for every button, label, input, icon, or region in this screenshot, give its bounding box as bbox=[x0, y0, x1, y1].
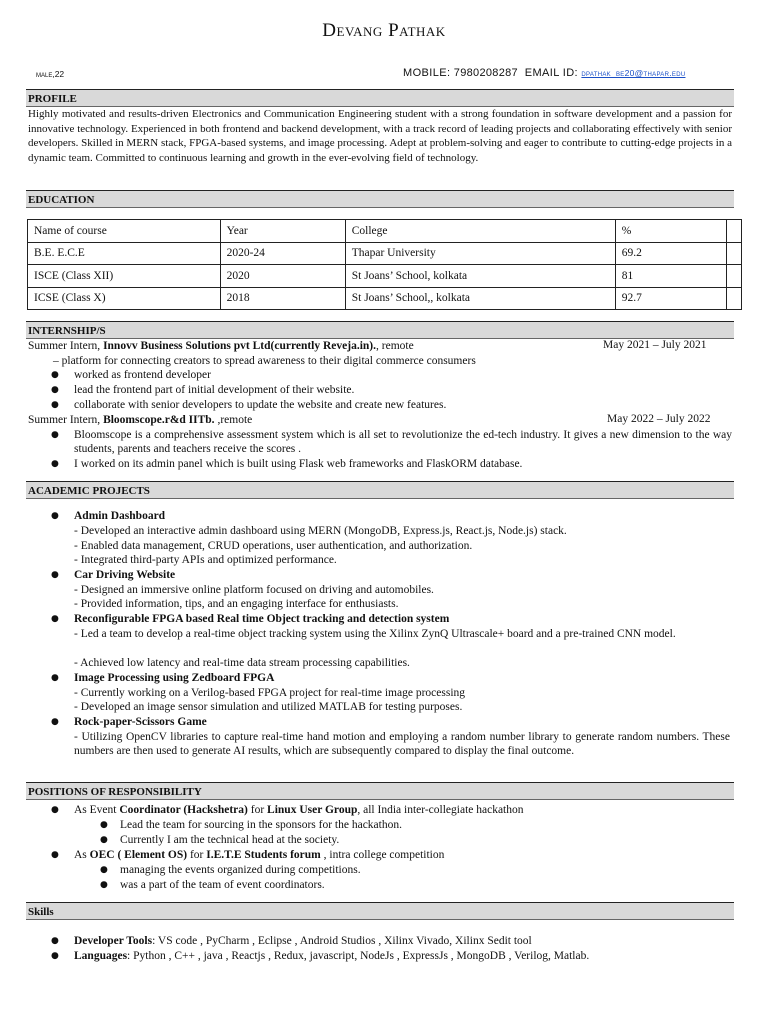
table-cell bbox=[726, 265, 741, 288]
list-item: lead the frontend part of initial development of their website. bbox=[74, 384, 355, 396]
project-detail: - Achieved low latency and real-time data stream processing capabilities. bbox=[74, 657, 410, 669]
project-detail: - Integrated third-party APIs and optimized performance. bbox=[74, 554, 337, 566]
bullet-icon: ● bbox=[51, 370, 59, 380]
bullet-icon: ● bbox=[51, 951, 59, 961]
table-cell: Thapar University bbox=[345, 242, 615, 265]
positions-heading: POSITIONS OF RESPONSIBILITY bbox=[26, 782, 734, 800]
skill-item: Languages: Python , C++ , java , Reactjs , Redux, javascript, NodeJs , ExpressJs , MongoDB , Verilog, Matlab. bbox=[74, 950, 590, 962]
project-detail: - Provided information, tips, and an engaging interface for enthusiasts. bbox=[74, 598, 399, 610]
table-cell bbox=[726, 242, 741, 265]
project-detail: - Designed an immersive online platform focused on driving and automobiles. bbox=[74, 584, 434, 596]
profile-heading: PROFILE bbox=[26, 89, 734, 107]
project-title: Car Driving Website bbox=[74, 569, 176, 581]
bullet-icon: ● bbox=[51, 385, 59, 395]
project-detail: - Led a team to develop a real-time object tracking system using the Xilinx ZynQ Ultrascale+ board and a pre-trained CNN model. bbox=[74, 628, 676, 640]
table-cell: St Joans’ School, kolkata bbox=[345, 265, 615, 288]
skill-item: Developer Tools: VS code , PyCharm , Eclipse , Android Studios , Xilinx Vivado, Xilinx Sedit tool bbox=[74, 935, 532, 947]
list-item: I worked on its admin panel which is built using Flask web frameworks and FlaskORM database. bbox=[74, 458, 523, 470]
column-header: Name of course bbox=[28, 220, 221, 243]
project-title: Reconfigurable FPGA based Real time Object tracking and detection system bbox=[74, 613, 450, 625]
column-header: Year bbox=[220, 220, 345, 243]
table-cell bbox=[726, 220, 741, 243]
education-heading: EDUCATION bbox=[26, 190, 734, 208]
email-label: EMAIL ID: bbox=[524, 67, 579, 79]
table-cell: 69.2 bbox=[615, 242, 726, 265]
table-row bbox=[28, 287, 742, 310]
table-cell: 2018 bbox=[220, 287, 345, 310]
table-cell: 81 bbox=[615, 265, 726, 288]
mobile-number: 7980208287 bbox=[453, 67, 518, 79]
internship-2-dates: May 2022 – July 2022 bbox=[607, 413, 711, 425]
internship-heading: INTERNSHIP/S bbox=[26, 321, 734, 339]
internship-1-dates: May 2021 – July 2021 bbox=[603, 339, 707, 351]
project-title: Rock-paper-Scissors Game bbox=[74, 716, 207, 728]
gender-age: male,22 bbox=[36, 69, 65, 79]
candidate-name: Devang Pathak bbox=[322, 20, 446, 41]
project-detail: - Enabled data management, CRUD operations, user authentication, and authorization. bbox=[74, 540, 473, 552]
projects-heading: ACADEMIC PROJECTS bbox=[26, 481, 734, 499]
list-item: Lead the team for sourcing in the sponsors for the hackathon. bbox=[120, 819, 402, 831]
bullet-icon: ● bbox=[51, 400, 59, 410]
bullet-icon: ● bbox=[51, 805, 59, 815]
skills-heading: Skills bbox=[26, 902, 734, 920]
bullet-icon: ● bbox=[51, 570, 59, 580]
bullet-icon: ● bbox=[51, 850, 59, 860]
position-item: As OEC ( Element OS) for I.E.T.E Students forum , intra college competition bbox=[74, 849, 445, 861]
table-cell: St Joans’ School,, kolkata bbox=[345, 287, 615, 310]
table-cell: ISCE (Class XII) bbox=[28, 265, 221, 288]
bullet-icon: ● bbox=[100, 820, 108, 830]
bullet-icon: ● bbox=[100, 880, 108, 890]
project-detail: - Developed an interactive admin dashboard using MERN (MongoDB, Express.js, React.js, Node.js) stack. bbox=[74, 525, 567, 537]
internship-2-title: Summer Intern, Bloomscope.r&d IITb. ,remote bbox=[28, 414, 253, 426]
list-item: worked as frontend developer bbox=[74, 369, 211, 381]
list-item: Bloomscope is a comprehensive assessment system which is all set to revolutionize the ed-tech industry. It gives a new dimension to the way students, parents and teachers receive the scores . bbox=[74, 429, 732, 455]
bullet-icon: ● bbox=[51, 459, 59, 469]
project-detail: - Currently working on a Verilog-based FPGA project for real-time image processing bbox=[74, 687, 466, 699]
project-title: Admin Dashboard bbox=[74, 510, 166, 522]
internship-1-desc: – platform for connecting creators to spread awareness to their digital commerce consumers bbox=[53, 355, 476, 367]
list-item: collaborate with senior developers to update the website and create new features. bbox=[74, 399, 447, 411]
position-item: As Event Coordinator (Hackshetra) for Linux User Group, all India inter-collegiate hackathon bbox=[74, 804, 524, 816]
bullet-icon: ● bbox=[100, 835, 108, 845]
table-cell: 2020-24 bbox=[220, 242, 345, 265]
list-item: managing the events organized during competitions. bbox=[120, 864, 361, 876]
table-cell bbox=[726, 287, 741, 310]
bullet-icon: ● bbox=[51, 717, 59, 727]
mobile-label: MOBILE: bbox=[403, 67, 451, 79]
table-row bbox=[28, 242, 742, 265]
project-detail: - Developed an image sensor simulation and utilized MATLAB for testing purposes. bbox=[74, 701, 463, 713]
table-cell: 2020 bbox=[220, 265, 345, 288]
bullet-icon: ● bbox=[51, 511, 59, 521]
profile-text: Highly motivated and results-driven Electronics and Communication Engineering student with a strong foundation in software development and a passion for innovative technology. Experienced in both frontend and backend development, with a track record of leading projects and collaborating effectively with senior developers. Skilled in MERN stack, FPGA-based systems, and image processing. Adept at problem-solving and eager to contribute to cutting-edge projects in a dynamic team. Committed to continuous learning and growth in the ever-evolving field of technology. bbox=[28, 108, 732, 164]
project-detail: - Utilizing OpenCV libraries to capture real-time hand motion and employing a random number library to generate random numbers. These numbers are then used to generate AI results, which are subsequently compared to display the final outcome. bbox=[74, 731, 730, 757]
internship-1-title: Summer Intern, Innovv Business Solutions pvt Ltd(currently Reveja.in)., remote bbox=[28, 340, 414, 352]
education-table bbox=[27, 219, 742, 310]
column-header: College bbox=[345, 220, 615, 243]
list-item: Currently I am the technical head at the society. bbox=[120, 834, 340, 846]
table-row bbox=[28, 265, 742, 288]
bullet-icon: ● bbox=[51, 430, 59, 440]
bullet-icon: ● bbox=[100, 865, 108, 875]
table-cell: ICSE (Class X) bbox=[28, 287, 221, 310]
column-header: % bbox=[615, 220, 726, 243]
bullet-icon: ● bbox=[51, 614, 59, 624]
table-cell: 92.7 bbox=[615, 287, 726, 310]
table-cell: B.E. E.C.E bbox=[28, 242, 221, 265]
contact-line bbox=[403, 67, 685, 79]
email-link[interactable]: dpathak_be20@thapar.edu bbox=[581, 68, 686, 78]
bullet-icon: ● bbox=[51, 936, 59, 946]
list-item: was a part of the team of event coordinators. bbox=[120, 879, 325, 891]
table-header-row bbox=[28, 220, 742, 243]
project-title: Image Processing using Zedboard FPGA bbox=[74, 672, 275, 684]
bullet-icon: ● bbox=[51, 673, 59, 683]
